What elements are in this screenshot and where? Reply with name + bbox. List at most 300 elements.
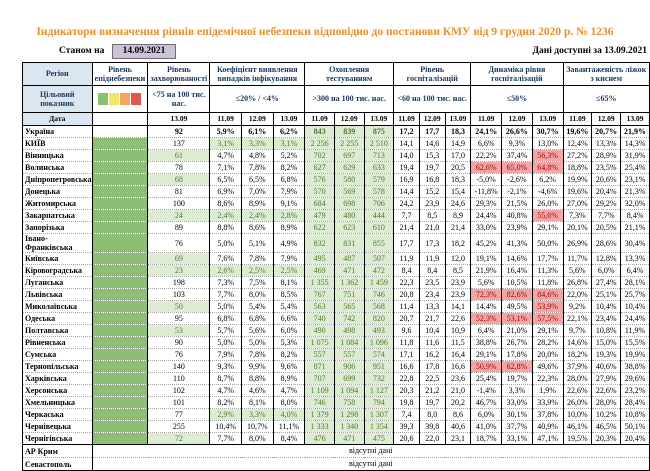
value-cell: 41,3% (502, 234, 533, 253)
value-cell: 77 (148, 409, 210, 421)
region-cell: Вінницька (23, 150, 93, 162)
value-cell: 38,8% (621, 361, 650, 373)
value-cell: 3,3% (502, 385, 533, 397)
value-cell: 53,9% (532, 301, 563, 313)
value-cell: 18,7% (471, 433, 502, 445)
value-cell: 3,3% (241, 409, 273, 421)
table-row (23, 458, 650, 471)
value-cell: 17,2 (394, 126, 420, 138)
value-cell: 6,0% (471, 409, 502, 421)
region-column-header: Регіон (23, 63, 93, 86)
group-header-3: Охоплення тестуванням (305, 63, 394, 86)
value-cell: 23,2% (621, 385, 650, 397)
value-cell: 568 (364, 301, 394, 313)
group-header-0: Рівень епіднебезпеки (92, 63, 148, 86)
value-cell: 8,9% (273, 222, 305, 234)
value-cell: 17,1 (394, 349, 420, 361)
value-cell: 6,5% (241, 174, 273, 186)
region-cell: Тернопільська (23, 361, 93, 373)
value-cell: 2,4% (210, 210, 242, 222)
date-header: 13.09 (364, 113, 394, 126)
value-cell: 2 255 (334, 138, 364, 150)
value-cell: 7,6% (210, 253, 242, 265)
value-cell: 7,7% (592, 210, 621, 222)
value-cell: 1 459 (364, 277, 394, 289)
value-cell: 24 (148, 210, 210, 222)
value-cell: 11,9% (621, 325, 650, 337)
value-cell: 15,5% (621, 337, 650, 349)
value-cell: 579 (364, 174, 394, 186)
value-cell: 31,9% (621, 150, 650, 162)
value-cell: 9,3% (502, 138, 533, 150)
value-cell: 490 (305, 325, 335, 337)
region-cell: Волинська (23, 162, 93, 174)
epidemic-level-cell (92, 337, 148, 349)
value-cell: 13,0% (532, 138, 563, 150)
region-cell: Сумська (23, 349, 93, 361)
date-header: 11.09 (394, 113, 420, 126)
value-cell: 19,4 (394, 162, 420, 174)
table-row (23, 325, 650, 337)
value-cell: 1 084 (334, 337, 364, 349)
date-header: 11.09 (471, 113, 502, 126)
value-cell: 33,0% (471, 222, 502, 234)
value-cell: 68 (148, 174, 210, 186)
date-header: 11.09 (305, 113, 335, 126)
value-cell: 30,7% (532, 126, 563, 138)
region-cell: Запорізька (23, 222, 93, 234)
value-cell: 22,0% (563, 289, 592, 301)
value-cell: 24,6 (445, 198, 471, 210)
value-cell: 10,4% (621, 301, 650, 313)
value-cell: 1 075 (305, 337, 335, 349)
value-cell: 32,0% (621, 198, 650, 210)
value-cell: 498 (334, 325, 364, 337)
value-cell: 26,7% (502, 337, 533, 349)
value-cell: 7,9% (273, 186, 305, 198)
value-cell: 17,7% (532, 253, 563, 265)
value-cell: 10,2% (592, 409, 621, 421)
value-cell: 6,6% (273, 313, 305, 325)
value-cell: 9,2% (563, 301, 592, 313)
value-cell: 81 (148, 186, 210, 198)
value-cell: 629 (334, 162, 364, 174)
value-cell: 14,4 (394, 186, 420, 198)
epidemic-level-cell (92, 385, 148, 397)
value-cell: 20,4% (621, 433, 650, 445)
value-cell: 794 (364, 397, 394, 409)
value-cell: 16,4% (502, 265, 533, 277)
value-cell: 21,5% (502, 198, 533, 210)
value-cell: 1 354 (364, 421, 394, 433)
value-cell: 871 (305, 361, 335, 373)
value-cell: 10,5% (502, 277, 533, 289)
value-cell: 5,0% (241, 337, 273, 349)
table-row (23, 265, 650, 277)
date-header: 13.09 (273, 113, 305, 126)
table-row (23, 337, 650, 349)
value-cell: 13,3% (592, 138, 621, 150)
value-cell: 11,8 (394, 337, 420, 349)
value-cell: 469 (305, 265, 335, 277)
value-cell: 7,7% (210, 433, 242, 445)
value-cell: 10,8% (621, 409, 650, 421)
value-cell: 7,8% (241, 162, 273, 174)
region-cell: Кіровоградська (23, 265, 93, 277)
value-cell: 20,5 (445, 162, 471, 174)
value-cell: 25,4% (471, 373, 502, 385)
value-cell: 951 (364, 361, 394, 373)
value-cell: 37,9% (563, 361, 592, 373)
epidemic-level-cell (92, 313, 148, 325)
value-cell: 28,2% (532, 337, 563, 349)
value-cell: 14,3% (621, 138, 650, 150)
value-cell: 1 096 (364, 337, 394, 349)
value-cell: 17,3 (419, 234, 445, 253)
region-cell: Дніпропетровська (23, 174, 93, 186)
table-row (23, 222, 650, 234)
value-cell: 57,5% (532, 313, 563, 325)
value-cell: 20,0% (532, 349, 563, 361)
region-cell: Черкаська (23, 409, 93, 421)
value-cell: 472 (364, 265, 394, 277)
value-cell: 84,6% (532, 289, 563, 301)
table-row (23, 301, 650, 313)
value-cell: 21,4 (394, 222, 420, 234)
value-cell: 23,9 (445, 289, 471, 301)
table-row (23, 397, 650, 409)
value-cell: 20,3% (592, 433, 621, 445)
value-cell: 574 (364, 349, 394, 361)
value-cell: 5,6% (563, 265, 592, 277)
value-cell: 8,7% (210, 373, 242, 385)
value-cell: 33,0% (502, 397, 533, 409)
value-cell: 8,6% (210, 198, 242, 210)
date-header: 13.09 (148, 113, 210, 126)
value-cell: 5,6% (241, 325, 273, 337)
value-cell: 8,5% (273, 289, 305, 301)
value-cell: 6,6% (471, 138, 502, 150)
table-row (23, 253, 650, 265)
region-cell: Івано-Франківська (23, 234, 93, 253)
as-of-date-field[interactable]: 14.09.2021 (112, 44, 176, 59)
value-cell: 699 (334, 373, 364, 385)
value-cell: 20,7 (394, 313, 420, 325)
table-row (23, 385, 650, 397)
value-cell: 20,6% (592, 174, 621, 186)
value-cell: 10,4% (210, 421, 242, 433)
value-cell: 2,5% (241, 265, 273, 277)
value-cell: 7,9% (273, 253, 305, 265)
value-cell: 15,2 (419, 186, 445, 198)
target-value-3: >300 на 100 тис. нас. (305, 86, 394, 113)
value-cell: 27,4% (592, 277, 621, 289)
region-cell: Чернівецька (23, 421, 93, 433)
value-cell: 6,1% (241, 126, 273, 138)
value-cell: 7,1% (210, 162, 242, 174)
value-cell: 18,2% (563, 349, 592, 361)
value-cell: 26,0% (563, 397, 592, 409)
value-cell: 23,1% (621, 174, 650, 186)
value-cell: 33,1% (502, 433, 533, 445)
value-cell: 24,4% (621, 313, 650, 325)
table-row (23, 162, 650, 174)
value-cell: 21,2 (419, 385, 445, 397)
value-cell: 100 (148, 198, 210, 210)
value-cell: 8,2% (210, 397, 242, 409)
value-cell: 2,6% (210, 265, 242, 277)
value-cell: 14,6% (563, 337, 592, 349)
value-cell: 8,8% (241, 373, 273, 385)
indicators-table (22, 62, 650, 471)
value-cell: 4,0% (273, 409, 305, 421)
risk-level-orange-icon (120, 93, 130, 105)
value-cell: 7,9% (210, 349, 242, 361)
value-cell: 14,1 (394, 138, 420, 150)
value-cell: 6,8% (210, 313, 242, 325)
value-cell: 23,4 (419, 289, 445, 301)
value-cell: 64,8% (532, 162, 563, 174)
value-cell: 8,1% (273, 277, 305, 289)
value-cell: 40,6% (592, 361, 621, 373)
value-cell: 22,5 (419, 373, 445, 385)
value-cell: 25,1% (592, 289, 621, 301)
value-cell: 137 (148, 138, 210, 150)
value-cell: 444 (364, 210, 394, 222)
value-cell: 580 (334, 174, 364, 186)
date-header: 12.09 (419, 113, 445, 126)
value-cell: 56,3% (532, 150, 563, 162)
value-cell: 16,6 (394, 361, 420, 373)
value-cell: 89 (148, 222, 210, 234)
value-cell: 9,3% (210, 361, 242, 373)
region-cell: КИЇВ (23, 138, 93, 150)
value-cell: 92 (148, 126, 210, 138)
value-cell: 8,4% (621, 210, 650, 222)
value-cell: 20,5% (592, 222, 621, 234)
value-cell: 72 (148, 433, 210, 445)
value-cell: 8,4% (273, 433, 305, 445)
target-value-4: <60 на 100 тис. нас. (394, 86, 471, 113)
value-cell: 9,1% (273, 198, 305, 210)
value-cell: 49,6% (532, 361, 563, 373)
value-cell: 6,2% (273, 126, 305, 138)
value-cell: 26,9% (563, 234, 592, 253)
region-cell: Полтавська (23, 325, 93, 337)
region-cell: Донецька (23, 186, 93, 198)
value-cell: 4,7% (273, 385, 305, 397)
target-value-1: <75 на 100 тис. нас. (148, 86, 210, 113)
group-header-6: Завантаженість ліжок з киснем (563, 63, 650, 86)
target-value-5: ≤50% (471, 86, 563, 113)
date-header: 12.09 (502, 113, 533, 126)
value-cell: 19,9% (621, 349, 650, 361)
value-cell: 28,1% (621, 277, 650, 289)
epidemic-level-cell (92, 265, 148, 277)
value-cell: 10,4 (419, 325, 445, 337)
value-cell: 29,1% (532, 325, 563, 337)
value-cell: 78 (148, 162, 210, 174)
value-cell: 23,9% (502, 222, 533, 234)
target-row-label: Цільовий показник (23, 86, 93, 113)
value-cell: 19,8 (394, 397, 420, 409)
value-cell: 37,8% (532, 409, 563, 421)
value-cell: 746 (364, 289, 394, 301)
no-data-cell: відсутні дані (92, 458, 649, 471)
value-cell: 5,0% (210, 337, 242, 349)
value-cell: 565 (334, 301, 364, 313)
value-cell: 751 (334, 289, 364, 301)
table-row (23, 433, 650, 445)
value-cell: 50 (148, 301, 210, 313)
value-cell: 6,2% (532, 174, 563, 186)
value-cell: 65,0% (502, 162, 533, 174)
value-cell: 19,6% (563, 126, 592, 138)
value-cell: 15,4 (445, 186, 471, 198)
value-cell: 37,7% (502, 421, 533, 433)
value-cell: 16,9 (394, 174, 420, 186)
table-row (23, 421, 650, 433)
value-cell: 2,8% (273, 210, 305, 222)
value-cell: 23,6 (445, 373, 471, 385)
date-header: 12.09 (334, 113, 364, 126)
region-cell: Севастополь (23, 458, 93, 471)
table-row (23, 409, 650, 421)
table-row (23, 150, 650, 162)
value-cell: 19,3% (592, 349, 621, 361)
value-cell: 1 094 (334, 385, 364, 397)
value-cell: 17,7 (394, 234, 420, 253)
table-row (23, 361, 650, 373)
table-row (23, 349, 650, 361)
value-cell: 46,5% (592, 421, 621, 433)
value-cell: 18,8% (563, 162, 592, 174)
value-cell: 30,4% (621, 234, 650, 253)
value-cell: 8,2% (273, 349, 305, 361)
value-cell: 1 333 (305, 421, 335, 433)
value-cell: 20,2 (445, 397, 471, 409)
value-cell: 570 (305, 186, 335, 198)
epidemic-level-cell (92, 253, 148, 265)
value-cell: 41,0% (471, 421, 502, 433)
value-cell: 103 (148, 289, 210, 301)
value-cell: 25,7% (621, 289, 650, 301)
value-cell: 7,5% (241, 277, 273, 289)
risk-level-green-icon (98, 93, 108, 105)
as-of-label: Станом на (59, 46, 105, 56)
value-cell: 7,3% (563, 210, 592, 222)
value-cell: 22,8 (394, 373, 420, 385)
value-cell: 21,1% (621, 222, 650, 234)
value-cell: 19,1% (471, 253, 502, 265)
no-data-cell: відсутні дані (92, 445, 649, 458)
value-cell: 11,9 (419, 253, 445, 265)
value-cell: 820 (364, 313, 394, 325)
table-row (23, 445, 650, 458)
value-cell: 7,7% (210, 289, 242, 301)
value-cell: 831 (334, 234, 364, 253)
value-cell: 702 (305, 150, 335, 162)
value-cell: 16,6 (445, 361, 471, 373)
value-cell: -2,1% (502, 186, 533, 198)
value-cell: 29,3% (471, 198, 502, 210)
epidemic-level-cell (92, 277, 148, 289)
value-cell: 52,3% (471, 313, 502, 325)
epidemic-level-cell (92, 373, 148, 385)
value-cell: 2 256 (305, 138, 335, 150)
value-cell: 740 (305, 313, 335, 325)
epidemic-level-cell (92, 349, 148, 361)
value-cell: 29,2% (592, 198, 621, 210)
value-cell: 21,0% (502, 325, 533, 337)
value-cell: 19,6% (563, 186, 592, 198)
value-cell: 1 127 (364, 385, 394, 397)
value-cell: 5,3% (273, 337, 305, 349)
epidemic-level-cell (92, 210, 148, 222)
value-cell: 8,1% (241, 397, 273, 409)
value-cell: 9,6 (394, 325, 420, 337)
value-cell: 20,8 (394, 289, 420, 301)
value-cell: 19,7 (419, 397, 445, 409)
value-cell: 14,4% (471, 301, 502, 313)
value-cell: 507 (364, 253, 394, 265)
value-cell: 633 (364, 162, 394, 174)
value-cell: 90 (148, 337, 210, 349)
value-cell: 21,7 (419, 313, 445, 325)
value-cell: 40,9% (532, 421, 563, 433)
value-cell: 6,9% (210, 186, 242, 198)
value-cell: 1 298 (334, 409, 364, 421)
value-cell: 27,2% (563, 150, 592, 162)
value-cell: 1,9% (532, 385, 563, 397)
value-cell: 11,8% (532, 277, 563, 289)
value-cell: 843 (305, 126, 335, 138)
value-cell: 7,7 (394, 210, 420, 222)
value-cell: 7,4 (394, 409, 420, 421)
value-cell: 6,0% (273, 325, 305, 337)
value-cell: 6,4% (471, 325, 502, 337)
epidemic-level-cell (92, 138, 148, 150)
value-cell: 8,0% (241, 289, 273, 301)
value-cell: 14,1 (445, 301, 471, 313)
epidemic-level-cell (92, 222, 148, 234)
value-cell: 569 (334, 186, 364, 198)
value-cell: 27,9% (592, 373, 621, 385)
epidemic-level-cell (92, 325, 148, 337)
date-row-label: Дата (23, 113, 93, 126)
value-cell: 6,8% (241, 313, 273, 325)
value-cell: 24,1% (471, 126, 502, 138)
value-cell: 1 362 (334, 277, 364, 289)
value-cell: 11,3% (532, 265, 563, 277)
value-cell: 11,6 (419, 337, 445, 349)
value-cell: 22,6% (563, 385, 592, 397)
value-cell: 2,5% (273, 265, 305, 277)
value-cell: 198 (148, 277, 210, 289)
value-cell: 20,6 (394, 433, 420, 445)
value-cell: 23,9 (419, 198, 445, 210)
value-cell: 21,4 (445, 222, 471, 234)
value-cell: 8,0 (419, 409, 445, 421)
value-cell: 684 (305, 198, 335, 210)
value-cell: 21,3% (621, 186, 650, 198)
value-cell: 732 (364, 373, 394, 385)
value-cell: 767 (305, 289, 335, 301)
value-cell: 11,9 (394, 253, 420, 265)
value-cell: 707 (305, 373, 335, 385)
date-header: 13.09 (445, 113, 471, 126)
value-cell: 16,8 (419, 174, 445, 186)
